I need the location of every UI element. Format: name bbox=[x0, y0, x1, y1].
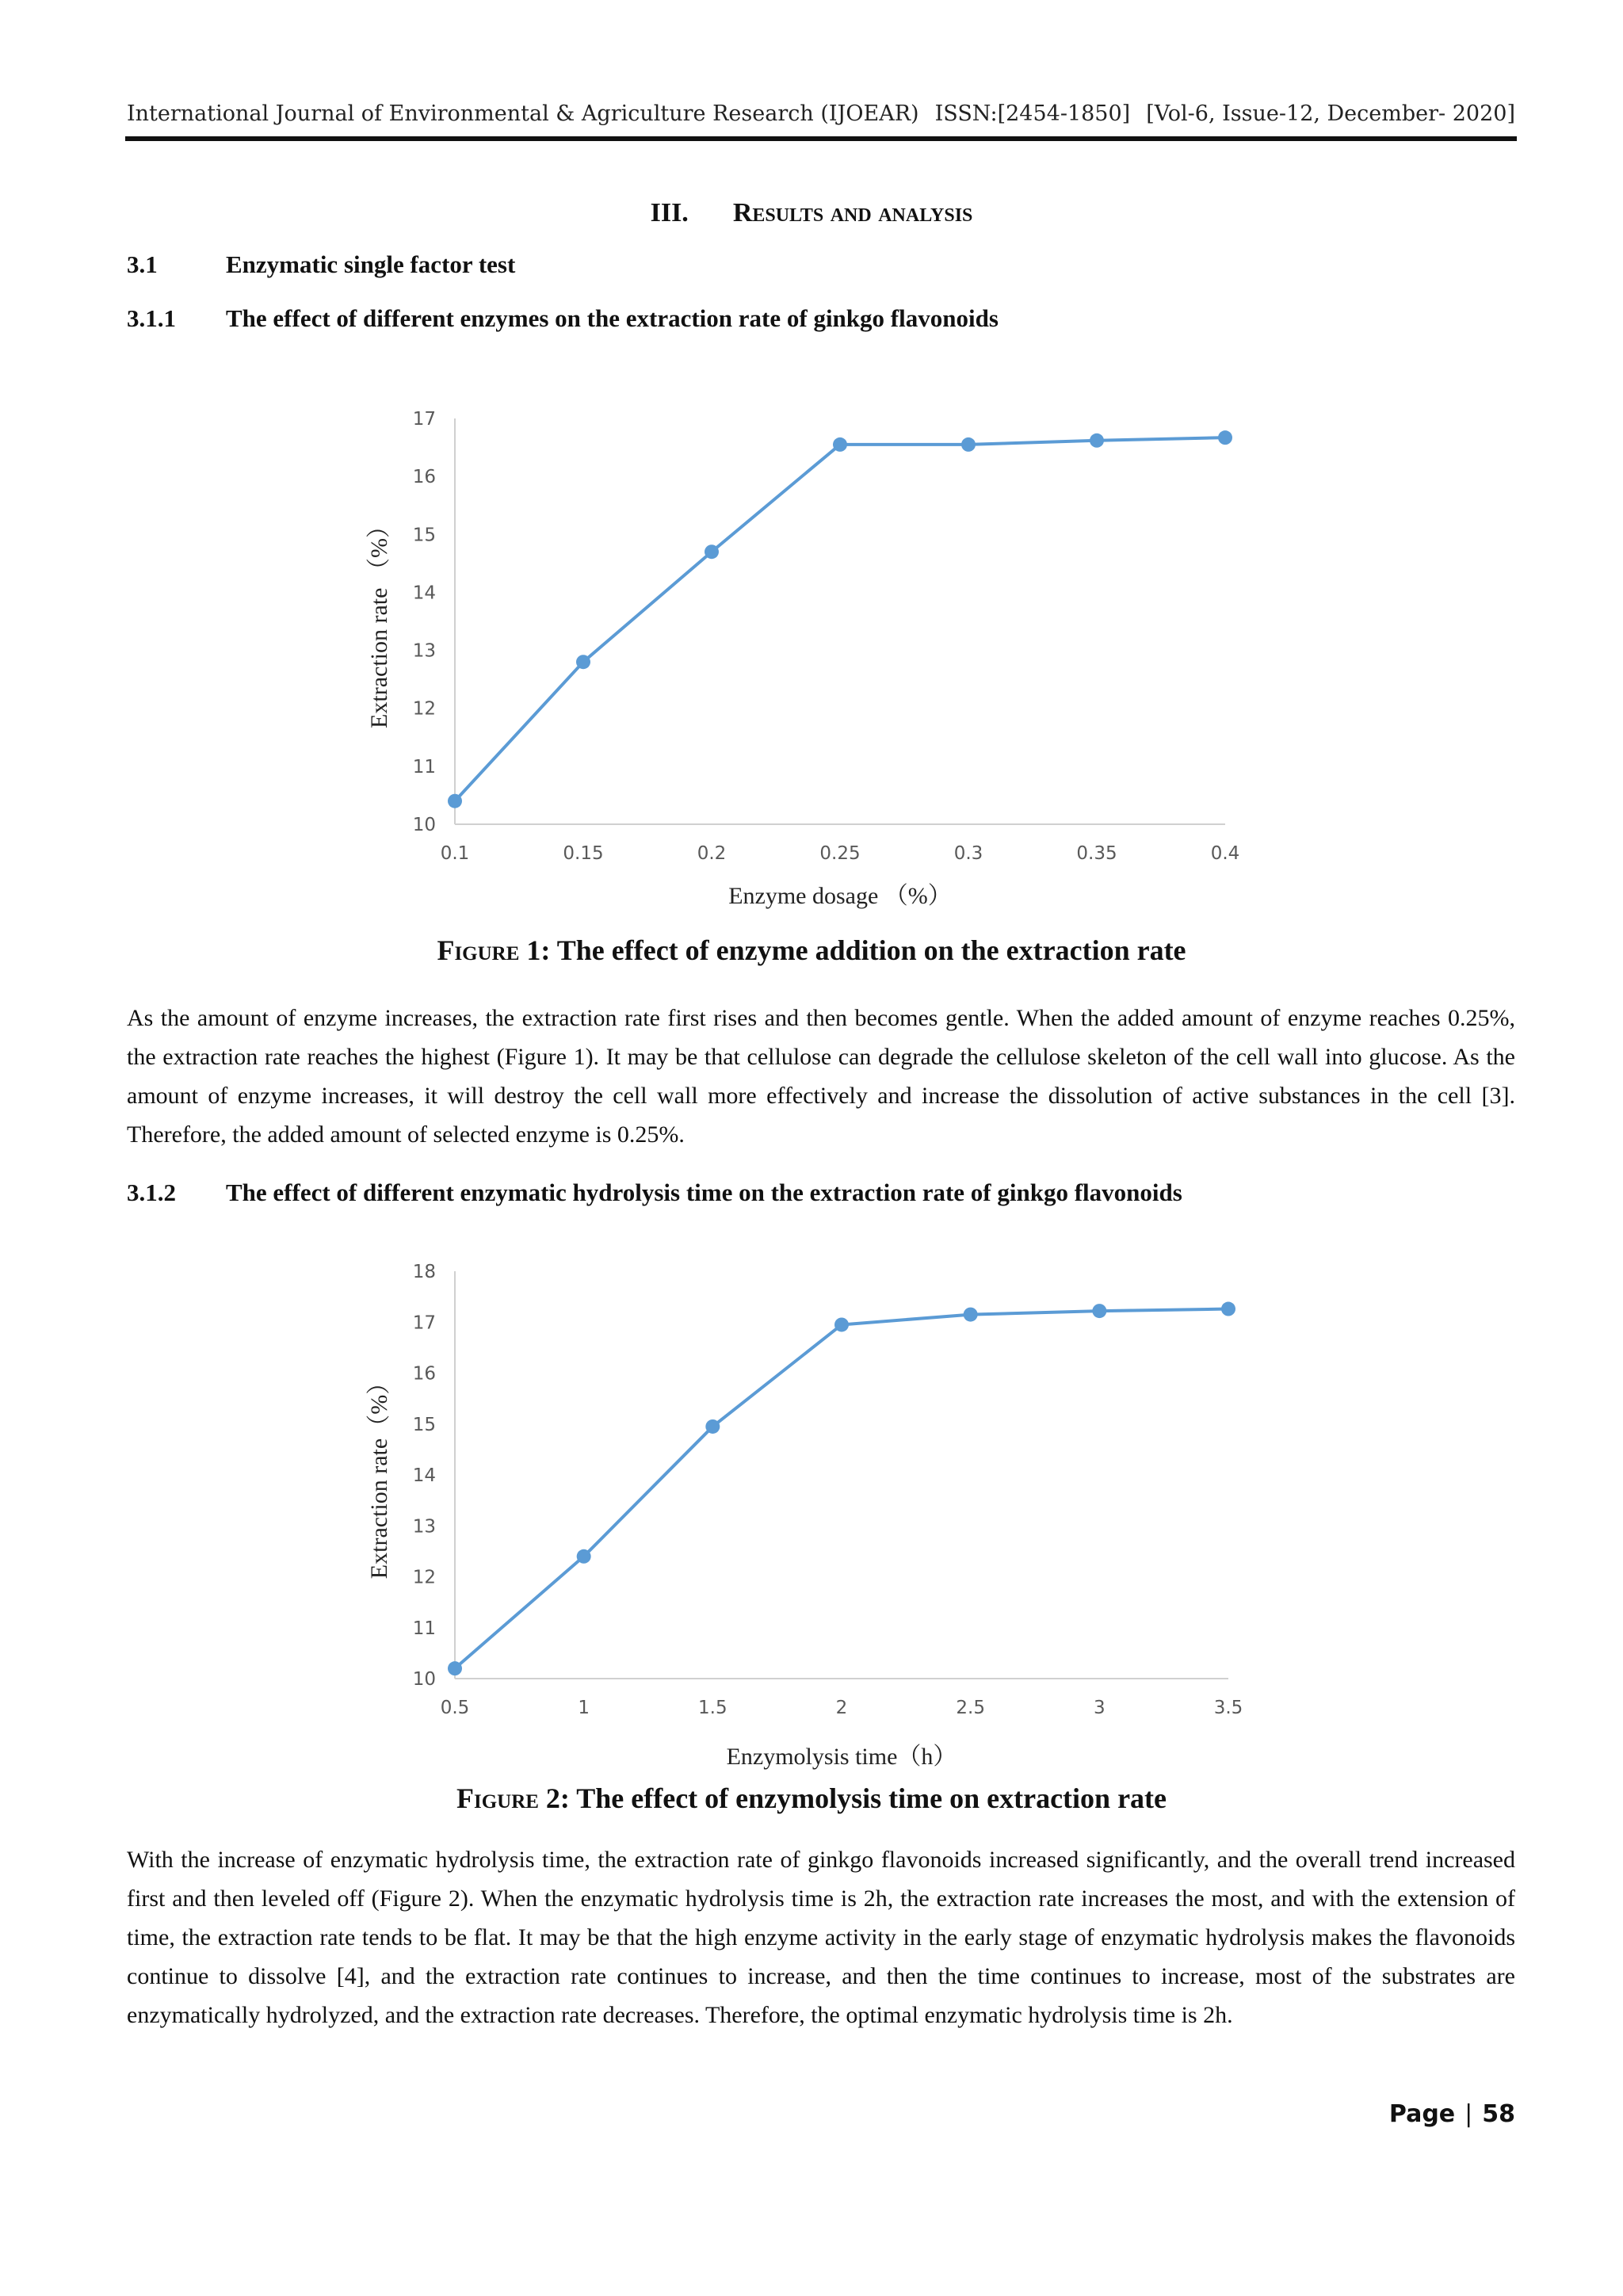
data-point bbox=[834, 1317, 849, 1331]
page-label: Page bbox=[1388, 2100, 1456, 2128]
x-tick-label: 0.3 bbox=[953, 843, 983, 864]
series-line bbox=[455, 1309, 1228, 1669]
x-tick-label: 0.1 bbox=[440, 843, 470, 864]
journal-name: International Journal of Environmental & Agriculture Research (IJOEAR) bbox=[127, 101, 919, 126]
x-tick-label: 0.5 bbox=[440, 1698, 470, 1718]
y-axis-label: Extraction rate（%） bbox=[366, 1370, 392, 1580]
y-tick-label: 13 bbox=[412, 640, 436, 662]
y-tick-label: 12 bbox=[412, 1567, 436, 1588]
y-tick-label: 15 bbox=[412, 1414, 436, 1435]
volume-issue: [Vol-6, Issue-12, December- 2020] bbox=[1146, 101, 1515, 126]
data-point bbox=[1092, 1304, 1106, 1318]
y-tick-label: 10 bbox=[412, 1669, 436, 1690]
x-tick-label: 0.35 bbox=[1076, 843, 1117, 864]
y-tick-label: 13 bbox=[412, 1516, 436, 1538]
x-tick-label: 0.4 bbox=[1210, 843, 1240, 864]
heading-text: The effect of different enzymatic hydrolysis time on the extraction rate of ginkgo flavonoids bbox=[226, 1179, 1182, 1206]
x-tick-label: 3 bbox=[1094, 1698, 1106, 1718]
x-tick-label: 0.25 bbox=[819, 843, 861, 864]
heading-number: 3.1 bbox=[127, 250, 158, 278]
heading-text: Enzymatic single factor test bbox=[226, 250, 516, 278]
heading-number: 3.1.1 bbox=[127, 304, 176, 332]
y-tick-label: 10 bbox=[412, 815, 436, 835]
y-tick-label: 12 bbox=[412, 698, 436, 720]
paragraph-2: With the increase of enzymatic hydrolysis time, the extraction rate of ginkgo flavonoids increased significantly, and the overall trend increased first and then leveled off (Figure 2). When the enzymatic hydrolysis time is 2h, the extraction rate increases the most, and with the extension of time, the extraction rate tends to be flat. It may be that the high enzyme activity in the early stage of enzymatic hydrolysis makes the flavonoids continue to dissolve [4], and the extraction rate continues to increase, and then the time continues to increase, most of the substrates are enzymatically hydrolyzed, and the extraction rate decreases. Therefore, the optimal enzymatic hydrolysis time is 2h. bbox=[127, 1847, 1515, 2028]
x-axis-label: Enzyme dosage （%） bbox=[728, 883, 952, 909]
x-tick-label: 0.15 bbox=[563, 843, 604, 864]
y-tick-label: 11 bbox=[412, 1618, 436, 1639]
x-tick-label: 2.5 bbox=[956, 1698, 985, 1718]
page-separator: | bbox=[1465, 2100, 1473, 2128]
y-axis-label: Extraction rate （%） bbox=[366, 514, 392, 728]
paragraph-1: As the amount of enzyme increases, the extraction rate first rises and then becomes gentle. When the added amount of enzyme reaches 0.25%, the extraction rate reaches the highest (Figure 1). It may be that cellulose can degrade the cellulose skeleton of the cell wall into glucose. As the amount of enzyme increases, it will destroy the cell wall more effectively and increase the dissolution of active substances in the cell [3]. Therefore, the added amount of selected enzyme is 0.25%. bbox=[127, 1005, 1515, 1148]
figure-2-caption bbox=[0, 1782, 1623, 1815]
x-tick-label: 3.5 bbox=[1213, 1698, 1243, 1718]
y-tick-label: 17 bbox=[412, 409, 436, 430]
y-tick-label: 16 bbox=[412, 467, 436, 488]
data-point bbox=[964, 1308, 978, 1322]
x-tick-label: 1 bbox=[578, 1698, 590, 1718]
y-tick-label: 11 bbox=[412, 756, 436, 777]
x-axis-label: Enzymolysis time（h） bbox=[726, 1744, 957, 1770]
data-point bbox=[577, 1549, 591, 1564]
page-footer bbox=[1389, 2100, 1515, 2128]
y-tick-label: 16 bbox=[412, 1363, 436, 1385]
page-number: 58 bbox=[1482, 2100, 1515, 2128]
x-tick-label: 2 bbox=[835, 1698, 848, 1718]
y-tick-label: 14 bbox=[412, 1465, 436, 1486]
caption-text: 1: The effect of enzyme addition on the extraction rate bbox=[519, 934, 1186, 966]
y-tick-label: 18 bbox=[412, 1262, 436, 1282]
y-tick-label: 14 bbox=[412, 583, 436, 604]
heading-text: The effect of different enzymes on the extraction rate of ginkgo flavonoids bbox=[226, 304, 999, 332]
caption-label: Figure bbox=[437, 934, 520, 966]
section-title-text: Results and analysis bbox=[732, 198, 973, 227]
caption-label: Figure bbox=[456, 1782, 539, 1814]
y-tick-label: 17 bbox=[412, 1312, 436, 1334]
section-number: III. bbox=[650, 198, 689, 227]
caption-text: 2: The effect of enzymolysis time on extraction rate bbox=[538, 1782, 1167, 1814]
x-tick-label: 1.5 bbox=[698, 1698, 727, 1718]
y-tick-label: 15 bbox=[412, 525, 436, 546]
data-point bbox=[705, 1419, 720, 1434]
data-point bbox=[448, 1661, 462, 1675]
issn: ISSN:[2454-1850] bbox=[934, 101, 1131, 126]
heading-number: 3.1.2 bbox=[127, 1179, 176, 1206]
data-point bbox=[1221, 1302, 1235, 1316]
x-tick-label: 0.2 bbox=[697, 843, 727, 864]
